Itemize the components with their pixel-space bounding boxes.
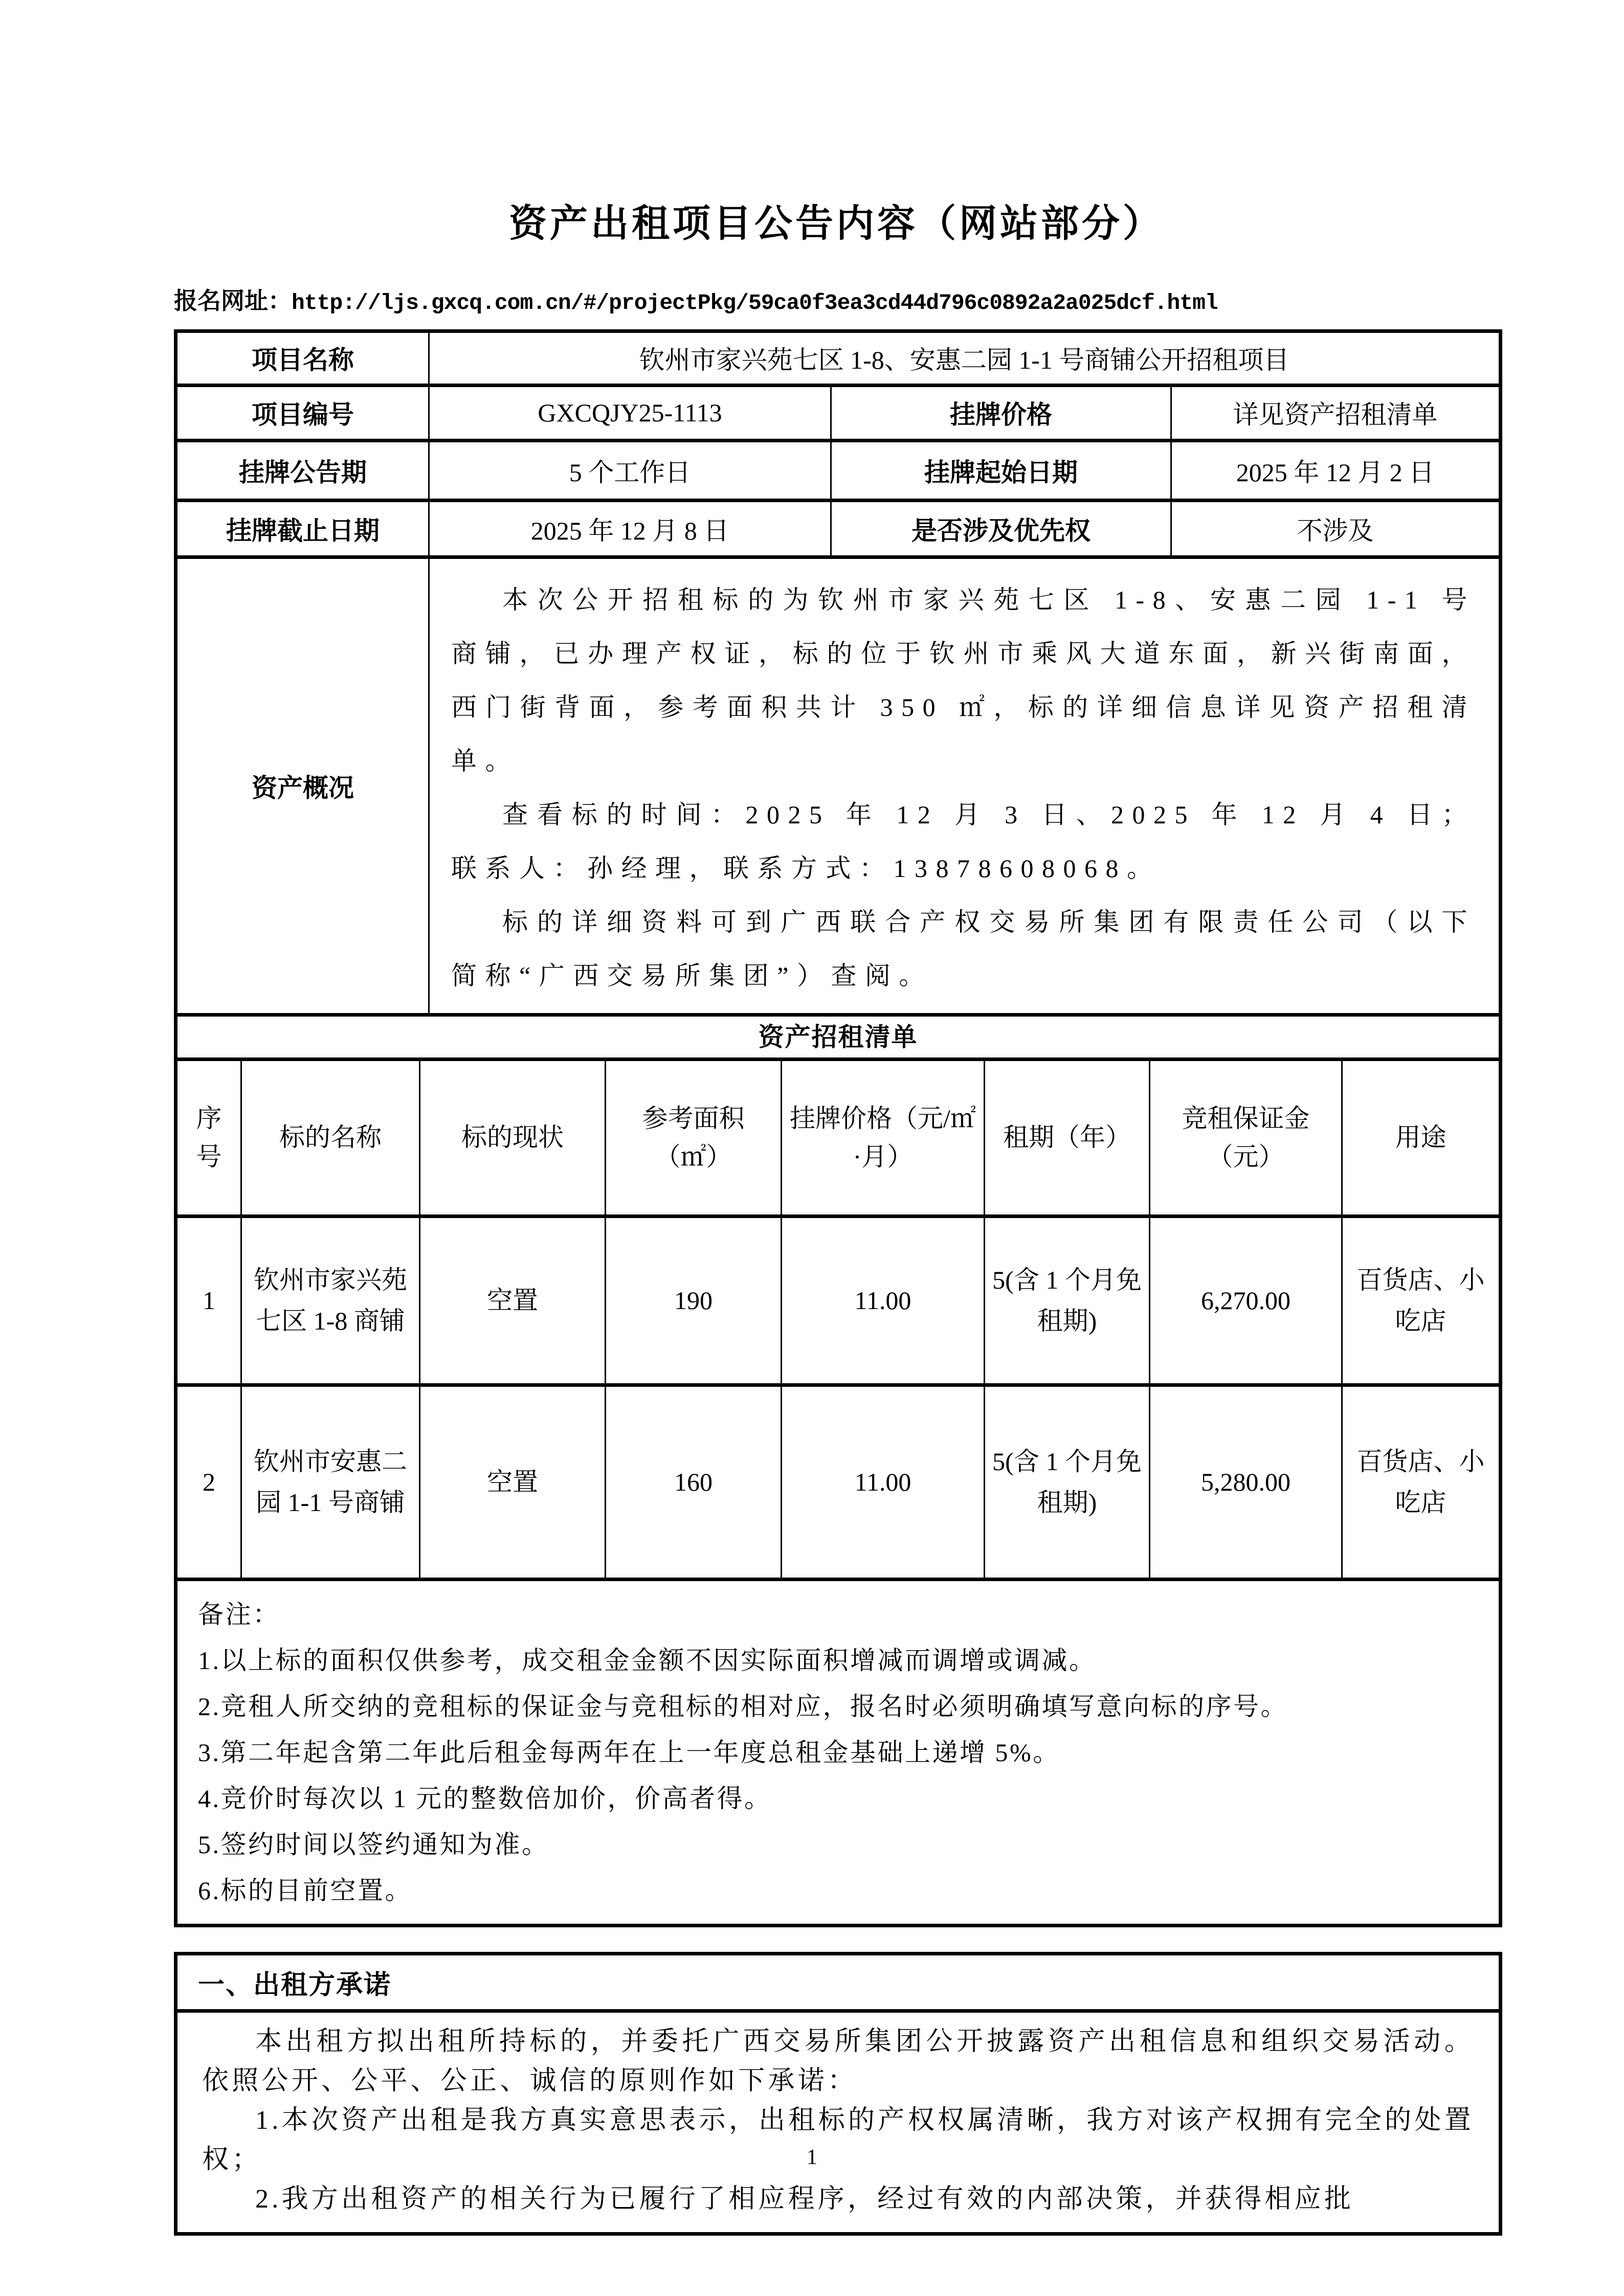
page-title: 资产出租项目公告内容（网站部分） xyxy=(509,203,1164,245)
remarks-cell xyxy=(176,1579,1501,1925)
header-usage: 用途 xyxy=(1342,1059,1501,1216)
cell-usage: 百货店、小吃店 xyxy=(1342,1385,1501,1579)
table-row xyxy=(176,1216,1501,1385)
table-row xyxy=(176,385,1501,440)
start-date-value: 2025 年 12 月 2 日 xyxy=(1171,440,1501,500)
project-name-label: 项目名称 xyxy=(176,331,429,385)
project-name-value: 钦州市家兴苑七区 1-8、安惠二园 1-1 号商铺公开招租项目 xyxy=(429,331,1501,385)
announcement-period-label: 挂牌公告期 xyxy=(176,440,429,500)
page-number: 1 xyxy=(807,2146,817,2169)
commitment-paragraph: 1.本次资产出租是我方真实意思表示，出租标的产权权属清晰，我方对该产权拥有完全的处置权； xyxy=(202,2105,1474,2174)
cell-area: 190 xyxy=(606,1216,782,1385)
table-row xyxy=(176,1579,1501,1925)
table-row xyxy=(176,2011,1501,2234)
asset-overview-label: 资产概况 xyxy=(176,557,429,1015)
header-area: 参考面积（㎡） xyxy=(606,1059,782,1216)
header-seq: 序号 xyxy=(176,1059,241,1216)
announcement-period-value: 5 个工作日 xyxy=(429,440,831,500)
start-date-label: 挂牌起始日期 xyxy=(831,440,1171,500)
priority-right-label: 是否涉及优先权 xyxy=(831,500,1171,557)
header-term: 租期（年） xyxy=(985,1059,1150,1216)
table-row xyxy=(176,557,1501,1015)
commitment-paragraph: 2.我方出租资产的相关行为已履行了相应程序，经过有效的内部决策，并获得相应批 xyxy=(255,2184,1354,2214)
cell-deposit: 6,270.00 xyxy=(1150,1216,1342,1385)
header-deposit: 竞租保证金（元） xyxy=(1150,1059,1342,1216)
project-number-value: GXCQJY25-1113 xyxy=(429,385,831,440)
overview-paragraph: 查看标的时间：2025 年 12 月 3 日、2025 年 12 月 4 日；联系人：孙经理，联系方式：13878608068。 xyxy=(451,800,1476,883)
cell-status: 空置 xyxy=(420,1385,606,1579)
cell-status: 空置 xyxy=(420,1216,606,1385)
asset-overview-text xyxy=(429,557,1501,1015)
cell-name: 钦州市家兴苑七区 1-8 商铺 xyxy=(241,1216,420,1385)
page-content xyxy=(174,0,1499,2236)
table-row xyxy=(176,1015,1501,1059)
end-date-value: 2025 年 12 月 8 日 xyxy=(429,500,831,557)
remark-item: 4.竞价时每次以 1 元的整数倍加价，价高者得。 xyxy=(198,1784,772,1813)
table-row xyxy=(176,500,1501,557)
table-header-row xyxy=(176,1059,1501,1216)
remark-item: 2.竞租人所交纳的竞租标的保证金与竞租标的相对应，报名时必须明确填写意向标的序号。 xyxy=(198,1692,1288,1721)
table-row xyxy=(176,1385,1501,1579)
asset-listing-table xyxy=(174,1013,1502,1927)
cell-area: 160 xyxy=(606,1385,782,1579)
project-number-label: 项目编号 xyxy=(176,385,429,440)
cell-price: 11.00 xyxy=(782,1385,985,1579)
table-row xyxy=(176,440,1501,500)
remark-item: 3.第二年起含第二年此后租金每两年在上一年度总租金基础上递增 5%。 xyxy=(198,1738,1060,1767)
remark-item: 5.签约时间以签约通知为准。 xyxy=(198,1830,549,1859)
listing-price-value: 详见资产招租清单 xyxy=(1171,385,1501,440)
registration-url: http://ljs.gxcq.com.cn/#/projectPkg/59ca0f3ea3cd44d796c0892a2a025dcf.html xyxy=(292,290,1218,316)
cell-usage: 百货店、小吃店 xyxy=(1342,1216,1501,1385)
cell-seq: 2 xyxy=(176,1385,241,1579)
cell-term: 5(含 1 个月免租期) xyxy=(985,1216,1150,1385)
cell-seq: 1 xyxy=(176,1216,241,1385)
overview-paragraph: 本次公开招租标的为钦州市家兴苑七区 1-8、安惠二园 1-1 号商铺，已办理产权证，标的位于钦州市乘风大道东面，新兴街南面，西门街背面，参考面积共计 350 ㎡，标的详细信息详见资产招租清单。 xyxy=(451,585,1476,775)
commitment-body xyxy=(176,2011,1501,2234)
priority-right-value: 不涉及 xyxy=(1171,500,1501,557)
header-status: 标的现状 xyxy=(420,1059,606,1216)
table-row xyxy=(176,1953,1501,2011)
cell-price: 11.00 xyxy=(782,1216,985,1385)
lessor-commitment-table xyxy=(174,1952,1502,2236)
remarks-title: 备注： xyxy=(198,1600,280,1629)
header-name: 标的名称 xyxy=(241,1059,420,1216)
cell-name: 钦州市安惠二园 1-1 号商铺 xyxy=(241,1385,420,1579)
remark-item: 6.标的目前空置。 xyxy=(198,1876,412,1905)
listing-table-title: 资产招租清单 xyxy=(176,1015,1501,1059)
listing-price-label: 挂牌价格 xyxy=(831,385,1171,440)
end-date-label: 挂牌截止日期 xyxy=(176,500,429,557)
remark-item: 1.以上标的面积仅供参考，成交租金金额不因实际面积增减而调增或调减。 xyxy=(198,1646,1097,1675)
commitment-heading: 一、出租方承诺 xyxy=(176,1953,1501,2011)
table-row xyxy=(176,331,1501,385)
commitment-paragraph: 本出租方拟出租所持标的，并委托广西交易所集团公开披露资产出租信息和组织交易活动。依照公开、公平、公正、诚信的原则作如下承诺： xyxy=(202,2027,1474,2096)
cell-deposit: 5,280.00 xyxy=(1150,1385,1342,1579)
overview-paragraph: 标的详细资料可到广西联合产权交易所集团有限责任公司（以下简称“广西交易所集团”）查阅。 xyxy=(451,907,1476,990)
project-info-table xyxy=(174,329,1502,1017)
header-price: 挂牌价格（元/㎡·月） xyxy=(782,1059,985,1216)
registration-url-label: 报名网址： xyxy=(174,287,292,314)
cell-term: 5(含 1 个月免租期) xyxy=(985,1385,1150,1579)
registration-url-line xyxy=(174,288,1499,315)
